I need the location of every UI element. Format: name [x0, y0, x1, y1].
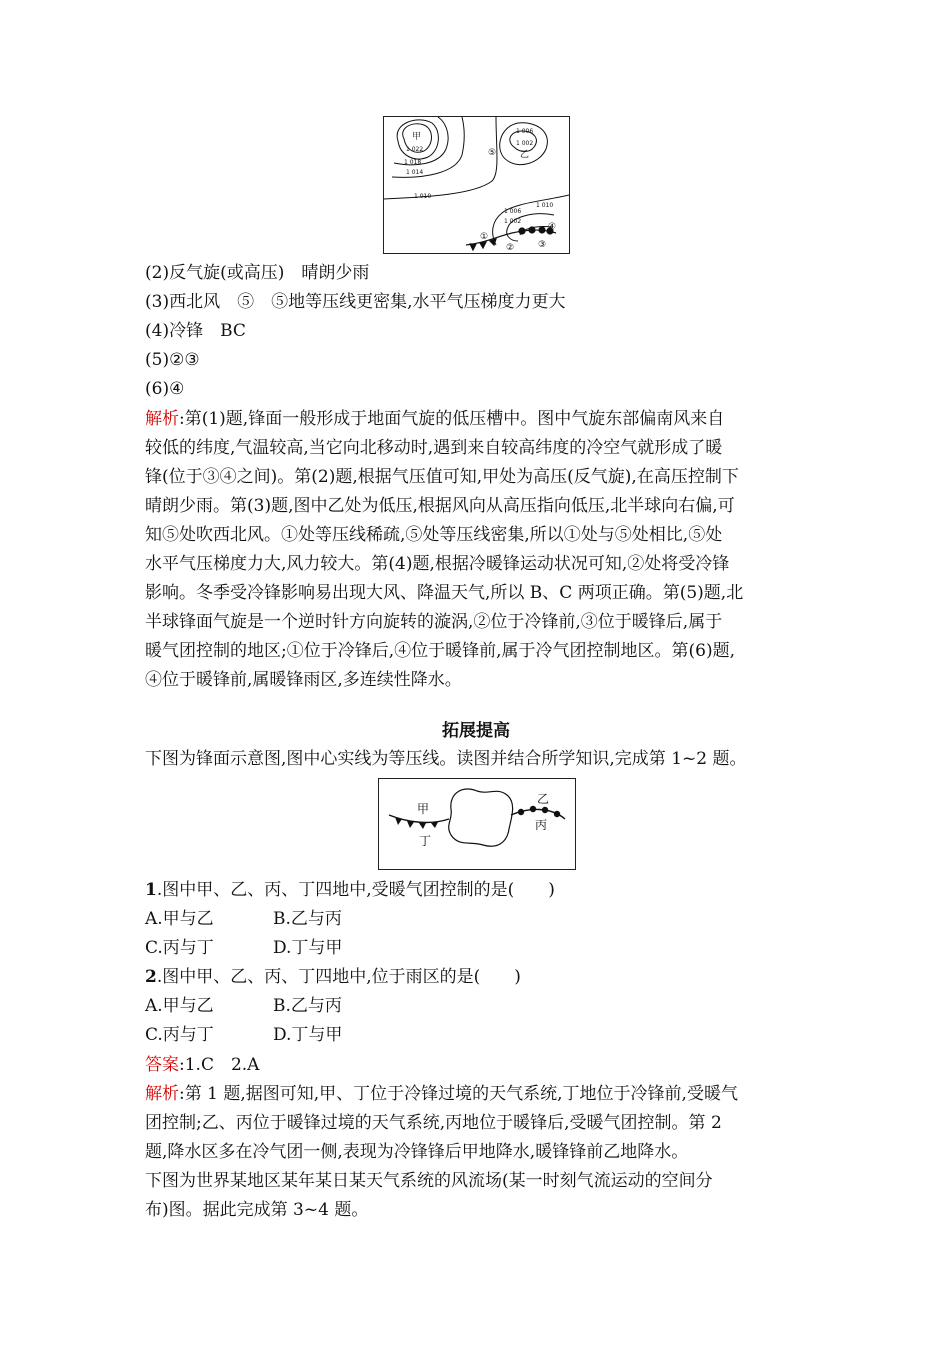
answer-line-5: (5)②③ [145, 350, 200, 370]
analysis-prev-line-4: 知⑤处吹西北风。①处等压线稀疏,⑤处等压线密集,所以①处与⑤处相比,⑤处 [145, 525, 723, 545]
option-c[interactable]: C.丙与丁 [145, 938, 214, 958]
answer-line-3: (3)西北风 ⑤ ⑤地等压线更密集,水平气压梯度力更大 [145, 292, 566, 312]
label-1010b: 1 010 [536, 202, 554, 209]
question-2-options-row-1 [145, 995, 401, 1017]
label-ding: 丁 [419, 834, 432, 848]
label-circle3: ③ [538, 240, 547, 250]
analysis-prev-line-7: 半球锋面气旋是一个逆时针方向旋转的漩涡,②位于冷锋前,③位于暖锋后,属于 [145, 612, 723, 632]
intro-2-line-1: 布)图。据此完成第 3~4 题。 [145, 1200, 369, 1220]
label-bing: 丙 [535, 818, 548, 832]
label-1006b: 1 006 [504, 208, 522, 215]
question-2: 2.图中甲、乙、丙、丁四地中,位于雨区的是( ) [145, 967, 521, 987]
question-1-options-row-2 [145, 937, 401, 959]
option-a[interactable]: A.甲与乙 [145, 996, 214, 1016]
label-1022: 1 022 [406, 146, 424, 153]
analysis-label: 解析 [145, 1084, 179, 1104]
label-1006a: 1 006 [516, 128, 534, 135]
analysis-line-0: 解析:第 1 题,据图可知,甲、丁位于冷锋过境的天气系统,丁地位于冷锋前,受暖气 [145, 1084, 738, 1104]
option-b[interactable]: B.乙与丙 [273, 909, 342, 929]
option-a[interactable]: A.甲与乙 [145, 909, 214, 929]
answer-line-4: (4)冷锋 BC [145, 321, 246, 341]
label-1010a: 1 010 [414, 193, 432, 200]
label-yi-2: 乙 [537, 792, 550, 806]
analysis-prev-line-3: 晴朗少雨。第(3)题,图中乙处为低压,根据风向从高压指向低压,北半球向右偏,可 [145, 496, 735, 516]
label-circle1: ① [480, 232, 489, 242]
label-1018: 1 018 [404, 159, 422, 166]
option-b[interactable]: B.乙与丙 [273, 996, 342, 1016]
label-jia: 甲 [412, 132, 422, 142]
label-1002b: 1 002 [504, 218, 522, 225]
front-figure [378, 778, 576, 870]
label-yi: 乙 [520, 150, 530, 160]
label-1014: 1 014 [406, 169, 424, 176]
answer: 答案:1.C 2.A [145, 1055, 260, 1075]
analysis-prev-line-1: 较低的纬度,气温较高,当它向北移动时,遇到来自较高纬度的冷空气就形成了暖 [145, 438, 723, 458]
isobar-map [384, 117, 569, 253]
analysis-line-2: 题,降水区多在冷气团一侧,表现为冷锋锋后甲地降水,暖锋锋前乙地降水。 [145, 1142, 689, 1162]
intro-2-line-0: 下图为世界某地区某年某日某天气系统的风流场(某一时刻气流运动的空间分 [145, 1171, 713, 1191]
label-1002a: 1 002 [516, 140, 534, 147]
front-diagram [379, 779, 575, 869]
answer-line-2: (2)反气旋(或高压) 晴朗少雨 [145, 263, 370, 283]
analysis-prev-line-2: 锋(位于③④之间)。第(2)题,根据气压值可知,甲处为高压(反气旋),在高压控制下 [145, 467, 739, 487]
question-2-options-row-2 [145, 1024, 401, 1046]
option-d[interactable]: D.丁与甲 [273, 938, 343, 958]
label-circle5: ⑤ [488, 148, 497, 158]
answer-label: 答案 [145, 1055, 179, 1075]
question-1-options-row-1 [145, 908, 401, 930]
analysis-prev-line-0: 解析:第(1)题,锋面一般形成于地面气旋的低压槽中。图中气旋东部偏南风来自 [145, 409, 725, 429]
isobar-figure [383, 116, 570, 254]
analysis-prev-line-5: 水平气压梯度力大,风力较大。第(4)题,根据冷暖锋运动状况可知,②处将受冷锋 [145, 554, 730, 574]
analysis-prev-line-9: ④位于暖锋前,属暖锋雨区,多连续性降水。 [145, 670, 462, 690]
intro-1: 下图为锋面示意图,图中心实线为等压线。读图并结合所学知识,完成第 1~2 题。 [145, 749, 747, 769]
question-1: 1.图中甲、乙、丙、丁四地中,受暖气团控制的是( ) [145, 880, 555, 900]
analysis-line-1: 团控制;乙、丙位于暖锋过境的天气系统,丙地位于暖锋后,受暖气团控制。第 2 [145, 1113, 722, 1133]
label-circle2: ② [506, 243, 515, 253]
section-title: 拓展提高 [442, 721, 510, 741]
answer-line-6: (6)④ [145, 379, 185, 399]
option-d[interactable]: D.丁与甲 [273, 1025, 343, 1045]
analysis-prev-line-6: 影响。冬季受冷锋影响易出现大风、降温天气,所以 B、C 两项正确。第(5)题,北 [145, 583, 744, 603]
analysis-prev-line-8: 暖气团控制的地区;①位于冷锋后,④位于暖锋前,属于冷气团控制地区。第(6)题, [145, 641, 736, 661]
label-circle4: ④ [548, 222, 557, 232]
option-c[interactable]: C.丙与丁 [145, 1025, 214, 1045]
analysis-prev-label: 解析 [145, 409, 179, 429]
label-jia-2: 甲 [417, 802, 430, 816]
